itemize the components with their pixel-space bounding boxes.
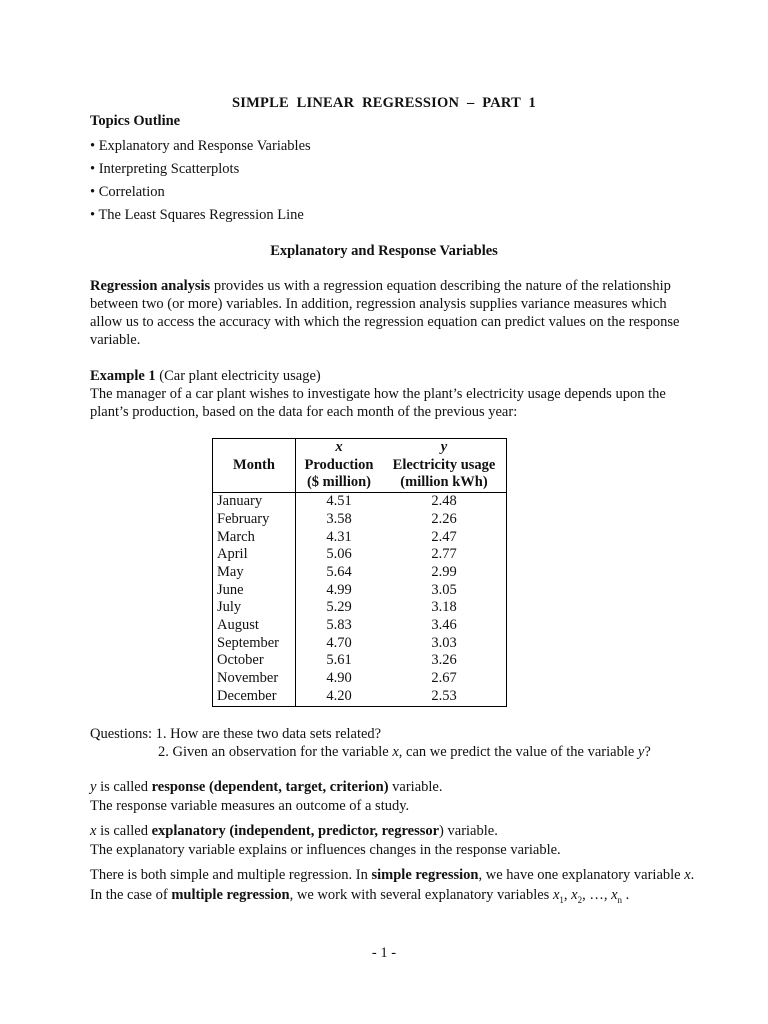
table-row [213,599,507,617]
variable-x: x [392,744,399,760]
table-row [213,493,507,511]
column-header-production-unit: ($ million) [296,474,383,492]
electricity-cell: 2.26 [431,510,457,527]
definition-text: variable. [443,823,498,839]
electricity-cell: 3.05 [431,581,457,598]
electricity-cell: 2.67 [431,670,457,687]
closing-text: . [690,867,695,883]
electricity-cell: 2.99 [431,563,457,580]
electricity-cell: 3.03 [431,634,457,651]
variable-x: x [90,823,97,839]
page-number: - 1 - [371,945,397,961]
example-heading [90,367,321,385]
column-header-electricity: Electricity usage [392,456,496,473]
production-cell: 5.06 [326,546,352,563]
closing-text: , we have one explanatory variable [478,867,685,883]
electricity-cell: 3.46 [431,617,457,634]
subscript: 1 [559,894,564,905]
response-description: The response variable measures an outcome of a study. [90,798,410,814]
production-cell: 5.61 [326,652,352,669]
month-cell: November [213,670,296,688]
question-2-text: 2. Given an observation for the variable [158,744,393,760]
closing-text: There is both simple and multiple regression. In [90,867,372,883]
table-row [213,582,507,600]
month-cell: February [213,511,296,529]
production-cell: 4.70 [326,634,352,651]
subscript: 2 [577,894,583,905]
table-row [213,564,507,582]
explanatory-description: The explanatory variable explains or influences changes in the response variable. [90,842,561,858]
closing-text: , we work with several explanatory variables [289,887,553,903]
subscript: n [617,894,622,905]
column-header-x-symbol: x [335,439,343,455]
month-cell: May [213,564,296,582]
separator: , [603,887,612,903]
page-title: SIMPLE LINEAR REGRESSION – PART 1 [232,95,536,111]
definition-text: variable. [388,779,443,795]
month-cell: July [213,599,296,617]
table-row [213,670,507,688]
production-cell: 5.64 [326,563,352,580]
question-2 [158,743,651,761]
questions-label: Questions: [90,726,156,742]
term-multiple-regression: multiple regression [171,887,290,903]
question-1: 1. How are these two data sets related? [155,726,382,742]
explanatory-definition [90,822,498,840]
table-row [213,511,507,529]
electricity-cell: 2.77 [431,546,457,563]
topic-item: • Interpreting Scatterplots [90,161,240,177]
production-cell: 5.83 [326,617,352,634]
topics-heading: Topics Outline [90,113,181,129]
closing-text: In the case of [90,887,172,903]
table-row [213,652,507,670]
production-cell: 4.99 [326,581,352,598]
production-cell: 3.58 [326,510,352,527]
example-label: Example 1 [90,368,156,384]
month-cell: June [213,582,296,600]
data-table [212,438,507,707]
example-text: The manager of a car plant wishes to investigate how the plant’s electricity usage depends upon the plant’s production, based on the data for each month of the previous year: [90,386,666,420]
month-cell: April [213,546,296,564]
question-2-text: ? [644,744,651,760]
document-page [90,0,695,1024]
electricity-cell: 3.26 [431,652,457,669]
term-simple-regression: simple regression [371,867,479,883]
electricity-cell: 2.53 [431,687,457,704]
ellipsis: … [589,887,604,903]
table-header-row [213,439,507,457]
definition-text: is called [96,823,152,839]
month-cell: August [213,617,296,635]
production-cell: 5.29 [326,599,352,616]
table-row [213,617,507,635]
variable-y: y [637,744,645,760]
table-row [213,635,507,653]
questions-line-1 [90,725,381,743]
production-cell: 4.20 [326,687,352,704]
electricity-cell: 2.48 [431,493,457,510]
column-header-electricity-unit: (million kWh) [382,474,507,492]
electricity-cell: 2.47 [431,528,457,545]
intro-paragraph [90,277,680,349]
closing-line-2 [90,886,629,904]
question-2-text: , can we predict the value of the variable [398,744,638,760]
variable-y: y [90,779,97,795]
column-header-production: Production [304,456,374,473]
month-cell: March [213,529,296,547]
variable-x: x [552,887,560,903]
topic-item: • Correlation [90,184,165,200]
topic-item: • Explanatory and Response Variables [90,138,311,154]
variable-x: x [571,887,578,903]
table-row [213,546,507,564]
intro-text: provides us with a regression equation describing the nature of the relationship between two (or more) variables. In addition, regression analysis supplies variance measures which allow us to access the accuracy with which the regression equation can predict values on the response variable. [90,278,680,348]
production-cell: 4.51 [326,493,352,510]
example-subtitle: (Car plant electricity usage) [155,368,321,384]
definition-text: ) [439,823,444,839]
month-cell: October [213,652,296,670]
variable-x: x [684,867,691,883]
term-explanatory: explanatory (independent, predictor, regressor [151,823,440,839]
topic-item: • The Least Squares Regression Line [90,207,304,223]
column-header-month: Month [213,439,296,493]
term-regression-analysis: Regression analysis [90,278,211,294]
variable-x: x [611,887,618,903]
closing-text: . [622,887,630,903]
table-row [213,529,507,547]
separator: , [563,887,572,903]
month-cell: December [213,688,296,706]
production-cell: 4.90 [326,670,352,687]
electricity-cell: 3.18 [431,599,457,616]
definition-text: is called [96,779,152,795]
month-cell: January [213,493,296,511]
production-cell: 4.31 [326,528,352,545]
month-cell: September [213,635,296,653]
term-response: response (dependent, target, criterion) [151,779,389,795]
closing-line-1 [90,866,694,884]
column-header-y-symbol: y [440,439,448,455]
separator: , [582,887,590,903]
section-heading: Explanatory and Response Variables [270,243,498,259]
table-row [213,688,507,706]
response-definition [90,778,442,796]
